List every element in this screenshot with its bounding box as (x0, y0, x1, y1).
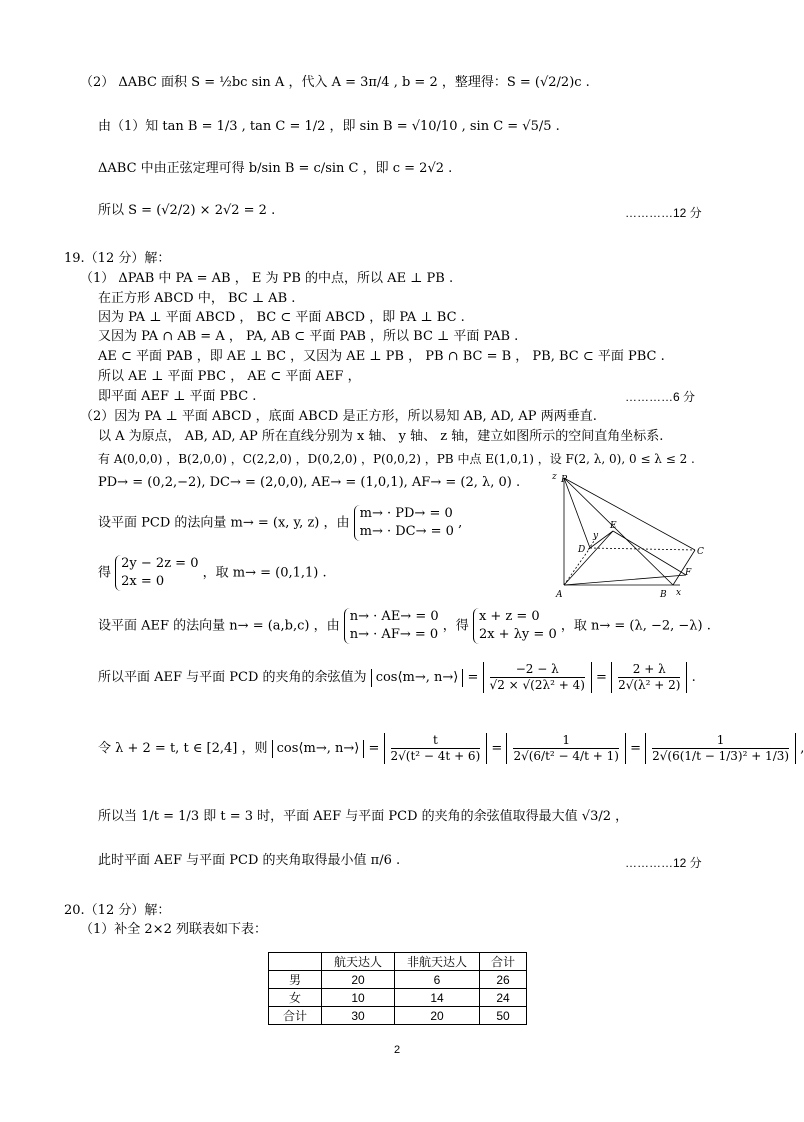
contingency-table (268, 952, 527, 1025)
table-cell: 50 (480, 1007, 527, 1025)
label-P: P (561, 475, 568, 485)
q18-line1: （2） ΔABC 面积 S = ½bc sin A ，代入 A = 3π/4 , b = 2 ，整理得：S = (√2/2)c . (80, 75, 590, 90)
label-F: F (685, 568, 692, 578)
table-cell: 20 (395, 1007, 480, 1025)
table-cell: 女 (269, 989, 322, 1007)
q19-score2: …………12 分 (625, 856, 702, 870)
q19-solve-m: 得 2y − 2z = 0 2x = 0 ，取 m→ = (0,1,1) . (98, 556, 327, 589)
label-C: C (697, 547, 704, 557)
table-cell: 10 (322, 989, 395, 1007)
table-cell: 20 (322, 971, 395, 989)
q19-normal-aef: 设平面 AEF 的法向量 n→ = (a,b,c) ，由 n→ · AE→ = 0 n→ · AF→ = 0 ，得 x + z = 0 2x + λy = 0 ，取 n→ = (λ, −2, −λ) . (98, 609, 711, 642)
table-row (269, 989, 527, 1007)
table-header-cell (269, 953, 322, 971)
q19-p1-4: AE ⊂ 平面 PAB ，即 AE ⊥ BC ，又因为 AE ⊥ PB ， PB ∩ BC = B ， PB, BC ⊂ 平面 PBC . (98, 349, 665, 364)
q19-p2-0: （2）因为 PA ⊥ 平面 ABCD ，底面 ABCD 是正方形，所以易知 AB, AD, AP 两两垂直. (80, 409, 597, 424)
table-header-cell: 非航天达人 (395, 953, 480, 971)
page-number: 2 (394, 1044, 401, 1056)
table-cell: 30 (322, 1007, 395, 1025)
table-row (269, 971, 527, 989)
aef-system: n→ · AE→ = 0 n→ · AF→ = 0 (344, 608, 439, 644)
m-system: 2y − 2z = 0 2x = 0 (115, 555, 198, 591)
q19-header: 19.（12 分）解： (64, 251, 171, 266)
cos-frac2-abs: $\frac{2 + \lambda}{\text{2√(λ² + 2)}}$ (611, 662, 687, 693)
cos-abs: cos⟨m→, n→⟩ (371, 669, 464, 687)
q19-cos-line: 所以平面 AEF 与平面 PCD 的夹角的余弦值为 cos⟨m→, n→⟩ = $\frac{-2 - \lambda}{\text{√2 × √(2λ² + 4)}}$ = $\frac{2 + \lambda}{\text{2√(λ² + 2)}}$ . (98, 662, 696, 692)
q20-p1: （1）补全 2×2 列联表如下表： (80, 922, 267, 937)
table-header-row (269, 953, 527, 971)
q18-line2: 由（1）知 tan B = 1/3 , tan C = 1/2 ，即 sin B = √10/10 , sin C = √5/5 . (98, 119, 560, 134)
pcd-system: m→ · PD→ = 0 m→ · DC→ = 0 (354, 505, 454, 541)
table-cell: 24 (480, 989, 527, 1007)
q19-p1-1: 在正方形 ABCD 中， BC ⊥ AB . (98, 291, 296, 306)
label-x: x (676, 588, 682, 598)
q18-line4: 所以 S = (√2/2) × 2√2 = 2 . (98, 203, 276, 218)
q19-when-line: 所以当 1/t = 1/3 即 t = 3 时，平面 AEF 与平面 PCD 的夹角的余弦值取得最大值 √3/2 ， (98, 809, 629, 824)
table-cell: 14 (395, 989, 480, 1007)
q18-score: …………12 分 (625, 206, 702, 220)
label-A: A (556, 590, 563, 600)
q19-let-line: 令 λ + 2 = t, t ∈ [2,4] ，则 cos⟨m→, n→⟩ = $\frac{t}{\text{2√(t² − 4t + 6)}}$ = $\frac{1}{\text{2√(6/t² − 4/t + 1)}}$ = $\frac{1}{\text{2√(6(1/t − 1/3)² + 1/3)}}$ , (98, 733, 804, 763)
q18-line3: ΔABC 中由正弦定理可得 b/sin B = c/sin C ，即 c = 2√2 . (98, 161, 453, 176)
q19-p2-2: 有 A(0,0,0) ，B(2,0,0) ，C(2,2,0) ，D(0,2,0) ，P(0,0,2) ，PB 中点 E(1,0,1) ，设 F(2, λ, 0), 0 ≤ λ ≤ 2 . (98, 452, 695, 466)
table-row (269, 1007, 527, 1025)
table-header-cell: 合计 (480, 953, 527, 971)
q19-score1: …………6 分 (625, 390, 696, 404)
q19-normal-pcd: 设平面 PCD 的法向量 m→ = (x, y, z) ，由 m→ · PD→ = 0 m→ · DC→ = 0 , (98, 506, 463, 539)
label-B: B (660, 590, 667, 600)
table-cell: 合计 (269, 1007, 322, 1025)
q19-p2-3: PD→ = (0,2,−2), DC→ = (2,0,0), AE→ = (1,0,1), AF→ = (2, λ, 0) . (98, 475, 521, 490)
table-cell: 男 (269, 971, 322, 989)
label-y: y (593, 531, 599, 541)
table-cell: 6 (395, 971, 480, 989)
q19-p1-3: 又因为 PA ∩ AB = A ， PA, AB ⊂ 平面 PAB ，所以 BC ⊥ 平面 PAB . (98, 329, 519, 344)
q19-p2-1: 以 A 为原点， AB, AD, AP 所在直线分别为 x 轴、 y 轴、 z 轴，建立如图所示的空间直角坐标系. (98, 429, 664, 444)
q20-header: 20.（12 分）解： (64, 903, 171, 918)
q19-p1-0: （1） ΔPAB 中 PA = AB ， E 为 PB 的中点，所以 AE ⊥ PB . (80, 271, 454, 286)
label-z: z (552, 472, 557, 482)
coordinate-figure (548, 470, 718, 605)
label-D: D (578, 545, 586, 555)
n-system: x + z = 0 2x + λy = 0 (473, 608, 557, 644)
table-cell: 26 (480, 971, 527, 989)
q19-final-line: 此时平面 AEF 与平面 PCD 的夹角取得最小值 π/6 . (98, 853, 401, 868)
q19-p1-5: 所以 AE ⊥ 平面 PBC ， AE ⊂ 平面 AEF ， (98, 369, 361, 384)
q19-p1-2: 因为 PA ⊥ 平面 ABCD ， BC ⊂ 平面 ABCD ，即 PA ⊥ BC . (98, 310, 465, 325)
label-E: E (610, 521, 617, 531)
q19-p1-6: 即平面 AEF ⊥ 平面 PBC . (98, 389, 257, 404)
table-header-cell: 航天达人 (322, 953, 395, 971)
cos-frac1-abs: $\frac{-2 - \lambda}{\text{√2 × √(2λ² + 4)}}$ (483, 662, 592, 693)
